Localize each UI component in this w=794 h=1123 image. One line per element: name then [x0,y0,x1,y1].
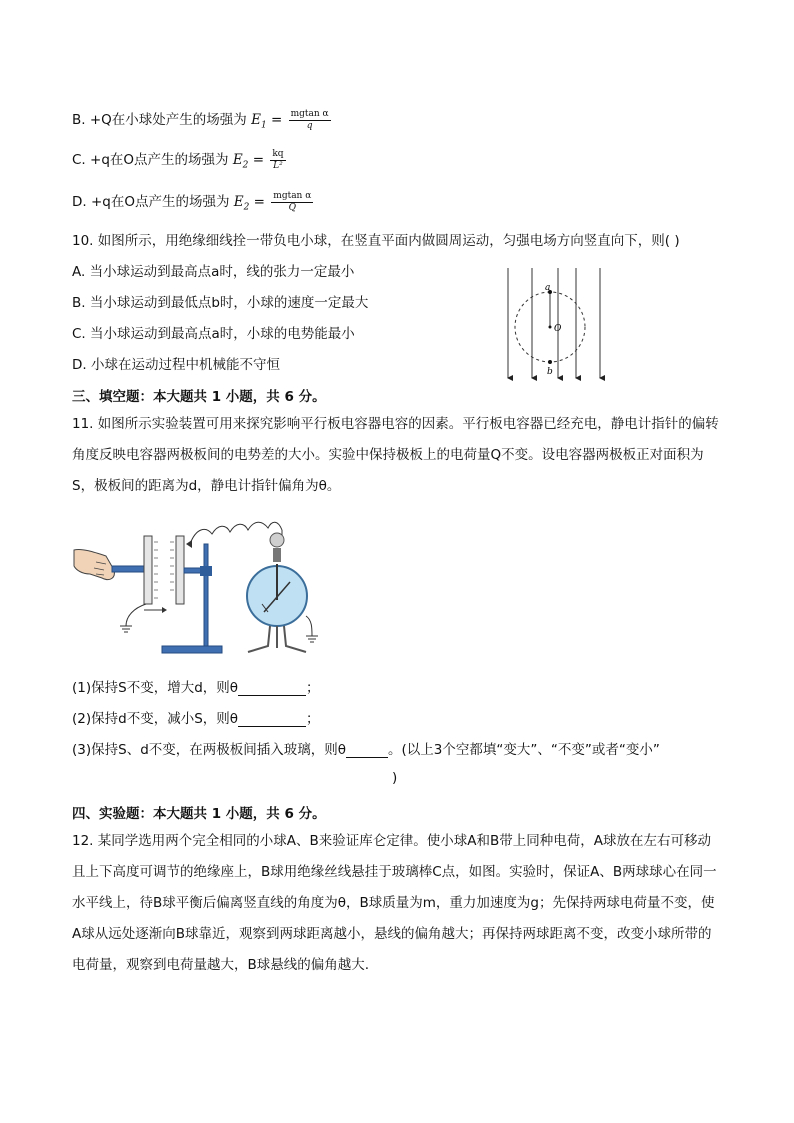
option-9B: B. +Q在小球处产生的场强为 $E_1$ = $\frac{\text{mgtan α}}{q}$ [72,108,329,131]
stand-rod [204,544,208,648]
connecting-wire [190,522,282,544]
question-11-stem: 11. 如图所示实验装置可用来探究影响平行板电容器电容的因素。平行板电容器已经充电，静电计指针的偏转角度反映电容器两极板间的电势差的大小。实验中保持极板上的电荷量Q不变。设电容器两极板正对面积为S，极板间的距离为d，静电计指针偏角为θ。 [72,416,719,494]
option-10D: D. 小球在运动过程中机械能不守恒 [72,357,280,373]
left-plate [144,536,152,604]
q10-figure [500,268,608,384]
part-3-text: (3)保持S、d不变，在两极板间插入玻璃，则θ [72,742,347,758]
point-b [548,360,552,364]
option-text: C. +q在O点产生的场强为 [72,152,229,168]
hand-icon [74,549,114,579]
option-text: D. +q在O点产生的场强为 [72,194,230,210]
question-11-part-1 [72,676,320,696]
math-sub: 2 [242,160,249,171]
part-1-text: (1)保持S不变，增大d，则θ [72,680,239,696]
math-sub: 1 [260,120,267,131]
question-10-stem: 10. 如图所示，用绝缘细线拴一带负电小球，在竖直平面内做圆周运动，匀强电场方向竖直向下，则( ) [72,233,680,249]
label-o: O [554,324,562,334]
option-10A: A. 当小球运动到最高点a时，线的张力一定最小 [72,264,355,280]
stand-base [162,646,222,653]
section-4-heading: 四、实验题：本大题共 1 小题，共 6 分。 [72,806,326,822]
insulating-handle [112,566,146,572]
question-11-part-3 [72,738,660,758]
label-b: b [547,367,553,377]
math-sub: 2 [243,202,250,213]
fraction-denominator: Q [288,202,296,213]
math-lhs: E [251,112,261,128]
fraction [289,109,331,132]
option-text: B. +Q在小球处产生的场强为 [72,112,247,128]
question-11-part-2 [72,707,320,727]
math-lhs: E [232,152,243,168]
part-1-end: ； [306,680,320,696]
question-12-stem: 12. 某同学选用两个完全相同的小球A、B来验证库仑定律。使小球A和B带上同种电荷，A球放在左右可移动且上下高度可调节的绝缘座上，B球用绝缘丝线悬挂于玻璃棒C点，如图。实验时，保证A、B两球球心在同一水平线上，待B球平衡后偏离竖直线的角度为θ，B球质量为m，重力加速度为g；先保持两球电荷量不变，使A球从远处逐渐向B球靠近，观察到两球距离越小，悬线的偏角越大；再保持两球距离不变，改变小球所带的电荷量，观察到电荷量越大，B球悬线的偏角越大. [72,833,717,973]
fraction-denominator: q [306,120,313,131]
option-10B: B. 当小球运动到最低点b时，小球的速度一定最大 [72,295,369,311]
right-plate [176,536,184,604]
point-o [549,326,552,329]
fraction-numerator: kq [272,148,284,159]
part-2-text: (2)保持d不变，减小S，则θ [72,711,239,727]
electroscope-knob [270,533,284,547]
answer-blank-3[interactable] [346,743,388,758]
fraction-numerator: mgtan α [273,190,312,201]
label-a: a [545,283,551,293]
fraction [271,191,313,214]
answer-blank-2[interactable] [238,712,306,727]
option-10C: C. 当小球运动到最高点a时，小球的电势能最小 [72,326,355,342]
fraction-denominator: L² [273,160,283,171]
section-3-heading: 三、填空题：本大题共 1 小题，共 6 分。 [72,389,326,405]
capacitor-apparatus-figure [72,508,332,660]
answer-blank-1[interactable] [238,681,306,696]
part-2-end: ； [306,711,320,727]
fraction-numerator: mgtan α [290,108,329,119]
option-9C: C. +q在O点产生的场强为 $E_2$ = $\frac{kq}{\text{L²}}$ [72,148,284,171]
fraction [270,149,285,172]
part-3-end: 。(以上3个空都填“变大”、“不变”或者“变小” [388,742,660,758]
math-lhs: E [233,194,244,210]
option-9D: D. +q在O点产生的场强为 $E_2$ = $\frac{\text{mgtan α}}{Q}$ [72,190,312,213]
part-3-close: ) [392,770,398,786]
